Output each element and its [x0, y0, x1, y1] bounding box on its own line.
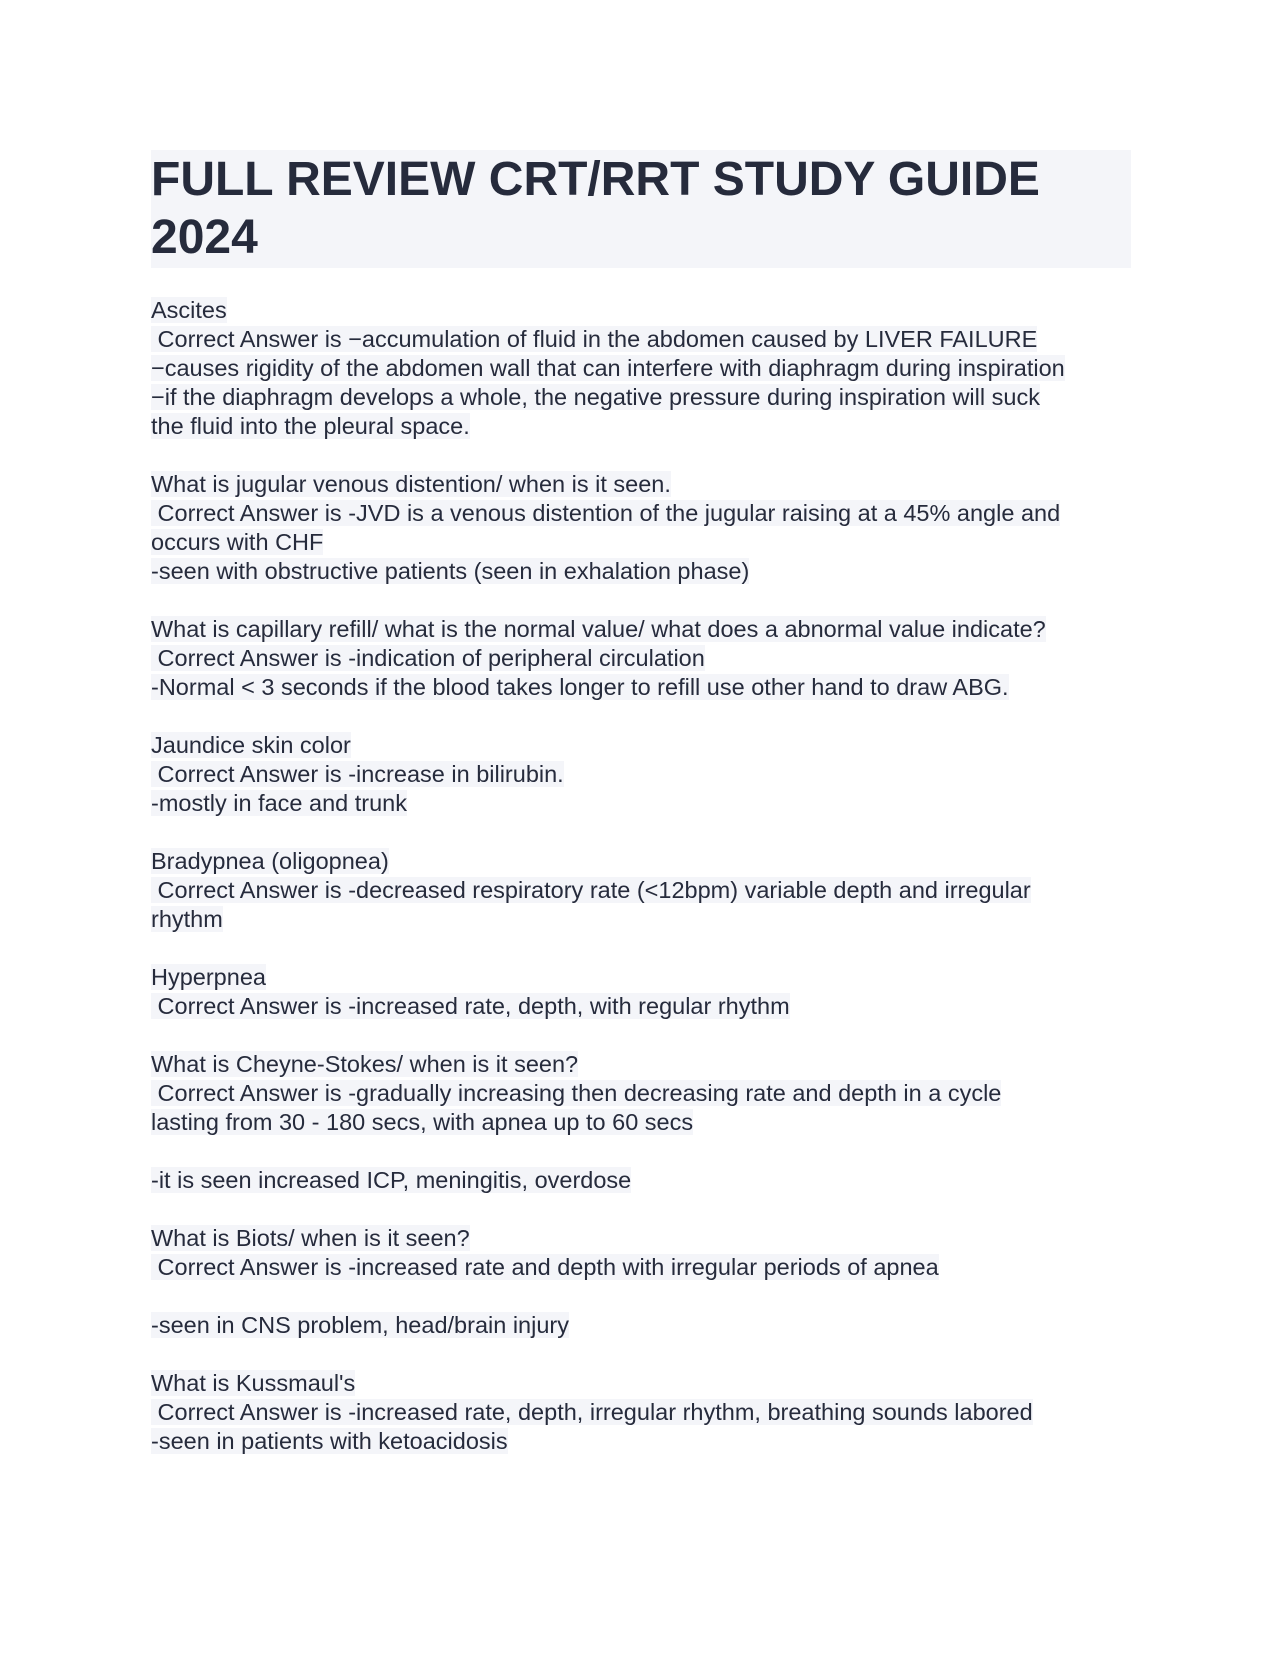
text-line-content: Correct Answer is −accumulation of fluid in the abdomen caused by LIVER FAILURE — [151, 326, 1038, 352]
text-line-content: Correct Answer is -increased rate, depth, irregular rhythm, breathing sounds labored — [151, 1399, 1033, 1425]
text-line-content: -Normal < 3 seconds if the blood takes longer to refill use other hand to draw ABG. — [151, 674, 1009, 700]
text-line-content: −if the diaphragm develops a whole, the negative pressure during inspiration will suck — [151, 384, 1040, 410]
blank-line — [151, 1340, 1131, 1369]
text-line-content: Correct Answer is -increase in bilirubin. — [151, 761, 564, 787]
text-line — [151, 673, 1131, 702]
text-line-content: -mostly in face and trunk — [151, 790, 407, 816]
text-line-content: What is Kussmaul's — [151, 1370, 356, 1396]
text-line — [151, 847, 1131, 876]
document-body — [151, 296, 1131, 1456]
text-line — [151, 1166, 1131, 1195]
text-line — [151, 557, 1131, 586]
text-line-content: the fluid into the pleural space. — [151, 413, 470, 439]
text-line-content: Bradypnea (oligopnea) — [151, 848, 389, 874]
text-line — [151, 615, 1131, 644]
text-line-content: -it is seen increased ICP, meningitis, overdose — [151, 1167, 632, 1193]
text-line — [151, 731, 1131, 760]
text-line-content: Correct Answer is -increased rate, depth, with regular rhythm — [151, 993, 790, 1019]
text-line-content: Correct Answer is -decreased respiratory rate (<12bpm) variable depth and irregular — [151, 877, 1031, 903]
text-line-content: rhythm — [151, 906, 223, 932]
text-line-content: Correct Answer is -JVD is a venous distention of the jugular raising at a 45% angle and — [151, 500, 1061, 526]
text-line-content: -seen in patients with ketoacidosis — [151, 1428, 508, 1454]
text-line — [151, 470, 1131, 499]
text-line — [151, 412, 1131, 441]
text-line-content: occurs with CHF — [151, 529, 324, 555]
text-line — [151, 383, 1131, 412]
text-line-content: Ascites — [151, 297, 227, 323]
text-line — [151, 876, 1131, 905]
text-line-content: lasting from 30 - 180 secs, with apnea up to 60 secs — [151, 1109, 694, 1135]
text-line — [151, 963, 1131, 992]
text-line — [151, 499, 1131, 528]
text-line — [151, 905, 1131, 934]
text-line-content: What is jugular venous distention/ when is it seen. — [151, 471, 671, 497]
document-page — [151, 150, 1131, 1456]
text-line — [151, 1427, 1131, 1456]
text-line — [151, 760, 1131, 789]
text-line — [151, 325, 1131, 354]
text-line — [151, 1224, 1131, 1253]
blank-line — [151, 1021, 1131, 1050]
blank-line — [151, 586, 1131, 615]
text-line-content: What is Biots/ when is it seen? — [151, 1225, 470, 1251]
text-line — [151, 528, 1131, 557]
text-line — [151, 354, 1131, 383]
text-line — [151, 1398, 1131, 1427]
text-line — [151, 1050, 1131, 1079]
text-line-content: Hyperpnea — [151, 964, 266, 990]
text-line-content: What is Cheyne-Stokes/ when is it seen? — [151, 1051, 579, 1077]
text-line-content: -seen in CNS problem, head/brain injury — [151, 1312, 569, 1338]
text-line-content: What is capillary refill/ what is the normal value/ what does a abnormal value indicate? — [151, 616, 1046, 642]
blank-line — [151, 1282, 1131, 1311]
text-line-content: Correct Answer is -gradually increasing then decreasing rate and depth in a cycle — [151, 1080, 1002, 1106]
blank-line — [151, 1137, 1131, 1166]
blank-line — [151, 441, 1131, 470]
text-line-content: −causes rigidity of the abdomen wall that can interfere with diaphragm during inspiration — [151, 355, 1065, 381]
text-line-content: Correct Answer is -increased rate and depth with irregular periods of apnea — [151, 1254, 939, 1280]
text-line — [151, 1253, 1131, 1282]
text-line — [151, 789, 1131, 818]
text-line — [151, 1311, 1131, 1340]
text-line — [151, 1369, 1131, 1398]
text-line — [151, 1079, 1131, 1108]
document-title: FULL REVIEW CRT/RRT STUDY GUIDE 2024 — [151, 150, 1131, 268]
text-line-content: Correct Answer is -indication of peripheral circulation — [151, 645, 705, 671]
text-line — [151, 644, 1131, 673]
text-line-content: -seen with obstructive patients (seen in exhalation phase) — [151, 558, 750, 584]
text-line — [151, 296, 1131, 325]
text-line — [151, 1108, 1131, 1137]
blank-line — [151, 702, 1131, 731]
blank-line — [151, 934, 1131, 963]
text-line-content: Jaundice skin color — [151, 732, 351, 758]
text-line — [151, 992, 1131, 1021]
blank-line — [151, 1195, 1131, 1224]
blank-line — [151, 818, 1131, 847]
